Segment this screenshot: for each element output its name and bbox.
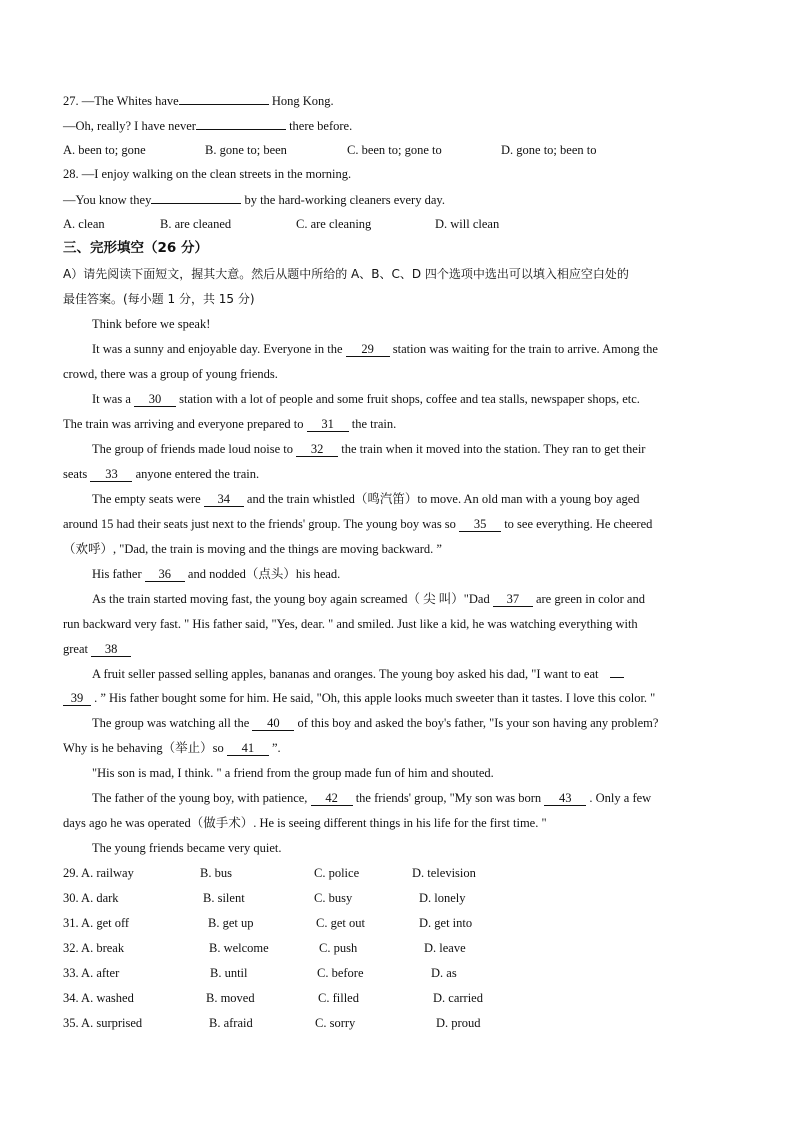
q27-option-c[interactable]: C. been to; gone to xyxy=(347,143,442,157)
answer-blank[interactable] xyxy=(610,665,624,678)
section-instructions: A）请先阅读下面短文，握其大意。然后从题中所给的 A、B、C、D 四个选项中选出可以填入相应空白处的 xyxy=(63,267,629,281)
blank-42[interactable]: 42 xyxy=(311,792,353,806)
choice-30-c[interactable]: C. busy xyxy=(314,891,353,905)
q27-text: 27. —The Whites have xyxy=(63,94,179,108)
choice-30-d[interactable]: D. lonely xyxy=(419,891,466,905)
choice-32-c[interactable]: C. push xyxy=(319,941,358,955)
passage-text: the train when it moved into the station. They ran to get their xyxy=(341,442,646,456)
choice-35-b[interactable]: B. afraid xyxy=(209,1016,253,1030)
q28-line1: 28. —I enjoy walking on the clean streets in the morning. xyxy=(63,167,352,181)
blank-39[interactable]: 39 xyxy=(63,692,91,706)
passage-line xyxy=(92,790,651,806)
choice-31-a[interactable]: 31. A. get off xyxy=(63,916,130,930)
answer-blank[interactable] xyxy=(179,92,269,105)
choice-34-a[interactable]: 34. A. washed xyxy=(63,991,134,1005)
blank-43[interactable]: 43 xyxy=(544,792,586,806)
choice-30-a[interactable]: 30. A. dark xyxy=(63,891,119,905)
passage-text: of this boy and asked the boy's father, "Is your son having any problem? xyxy=(297,716,659,730)
blank-38[interactable]: 38 xyxy=(91,643,131,657)
choice-35-d[interactable]: D. proud xyxy=(436,1016,481,1030)
q28-text: by the hard-working cleaners every day. xyxy=(244,193,445,207)
passage-line xyxy=(92,591,645,607)
passage-text: the friends' group, "My son was born xyxy=(355,791,542,805)
passage-text: A fruit seller passed selling apples, bananas and oranges. The young boy asked his dad, "I want to eat xyxy=(92,667,599,681)
q27-option-d[interactable]: D. gone to; been to xyxy=(501,143,597,157)
blank-36[interactable]: 36 xyxy=(145,568,185,582)
section-title: 三、完形填空（26 分） xyxy=(63,240,208,256)
passage-text: The empty seats were xyxy=(92,492,201,506)
blank-33[interactable]: 33 xyxy=(90,468,132,482)
passage-title: Think before we speak! xyxy=(92,317,211,331)
choice-35-c[interactable]: C. sorry xyxy=(315,1016,356,1030)
passage-line: （欢呼）, "Dad, the train is moving and the things are moving backward. ” xyxy=(63,542,442,556)
blank-29[interactable]: 29 xyxy=(346,343,390,357)
q27-option-b[interactable]: B. gone to; been xyxy=(205,143,287,157)
passage-text: around 15 had their seats just next to the friends' group. The young boy was so xyxy=(63,517,456,531)
blank-40[interactable]: 40 xyxy=(252,717,294,731)
blank-32[interactable]: 32 xyxy=(296,443,338,457)
answer-blank[interactable] xyxy=(196,117,286,130)
passage-line xyxy=(63,641,131,657)
choice-32-a[interactable]: 32. A. break xyxy=(63,941,125,955)
answer-blank[interactable] xyxy=(151,191,241,204)
choice-31-c[interactable]: C. get out xyxy=(316,916,365,930)
q27-text: Hong Kong. xyxy=(271,94,334,108)
passage-text: station was waiting for the train to arrive. Among the xyxy=(392,342,658,356)
passage-line xyxy=(63,416,396,432)
choice-33-c[interactable]: C. before xyxy=(317,966,364,980)
passage-text: the train. xyxy=(351,417,397,431)
passage-text: It was a sunny and enjoyable day. Everyone in the xyxy=(92,342,343,356)
choice-29-b[interactable]: B. bus xyxy=(200,866,232,880)
passage-text: The group of friends made loud noise to xyxy=(92,442,293,456)
passage-text: His father xyxy=(92,567,142,581)
passage-line xyxy=(63,516,652,532)
passage-text: ”. xyxy=(272,741,281,755)
passage-text: seats xyxy=(63,467,88,481)
q28-line2 xyxy=(63,191,445,208)
q28-option-a[interactable]: A. clean xyxy=(63,217,105,231)
choice-35-a[interactable]: 35. A. surprised xyxy=(63,1016,143,1030)
passage-line xyxy=(63,740,281,756)
q28-option-d[interactable]: D. will clean xyxy=(435,217,500,231)
passage-line xyxy=(92,491,640,507)
passage-line: The young friends became very quiet. xyxy=(92,841,282,855)
passage-line xyxy=(63,690,655,706)
blank-34[interactable]: 34 xyxy=(204,493,244,507)
q27-option-a[interactable]: A. been to; gone xyxy=(63,143,146,157)
choice-32-d[interactable]: D. leave xyxy=(424,941,466,955)
choice-29-d[interactable]: D. television xyxy=(412,866,476,880)
q28-option-b[interactable]: B. are cleaned xyxy=(160,217,232,231)
passage-text: The train was arriving and everyone prepared to xyxy=(63,417,304,431)
passage-text: It was a xyxy=(92,392,131,406)
passage-line: crowd, there was a group of young friends. xyxy=(63,367,278,381)
blank-37[interactable]: 37 xyxy=(493,593,533,607)
q28-option-c[interactable]: C. are cleaning xyxy=(296,217,372,231)
choice-33-a[interactable]: 33. A. after xyxy=(63,966,120,980)
passage-text: anyone entered the train. xyxy=(135,467,260,481)
passage-line xyxy=(92,715,658,731)
q28-text: —You know they xyxy=(63,193,152,207)
passage-text: The father of the young boy, with patience, xyxy=(92,791,308,805)
q27-text: there before. xyxy=(289,119,353,133)
choice-30-b[interactable]: B. silent xyxy=(203,891,245,905)
passage-text: to see everything. He cheered xyxy=(504,517,653,531)
choice-29-a[interactable]: 29. A. railway xyxy=(63,866,134,880)
passage-text: Why is he behaving（举止）so xyxy=(63,741,224,755)
choice-33-b[interactable]: B. until xyxy=(210,966,248,980)
passage-text: are green in color and xyxy=(535,592,645,606)
blank-31[interactable]: 31 xyxy=(307,418,349,432)
passage-line xyxy=(92,391,640,407)
passage-text: station with a lot of people and some fruit shops, coffee and tea stalls, newspaper shops, etc. xyxy=(179,392,640,406)
passage-text: and the train whistled（鸣汽笛）to move. An old man with a young boy aged xyxy=(246,492,640,506)
choice-34-b[interactable]: B. moved xyxy=(206,991,255,1005)
passage-line xyxy=(92,441,645,457)
blank-35[interactable]: 35 xyxy=(459,518,501,532)
q27-line1 xyxy=(63,92,334,109)
choice-31-b[interactable]: B. get up xyxy=(208,916,254,930)
choice-34-c[interactable]: C. filled xyxy=(318,991,359,1005)
passage-text: and nodded（点头）his head. xyxy=(187,567,341,581)
choice-33-d[interactable]: D. as xyxy=(431,966,457,980)
passage-text: The group was watching all the xyxy=(92,716,250,730)
passage-line: run backward very fast. " His father said, "Yes, dear. " and smiled. Just like a kid, he was watching everything with xyxy=(63,617,638,631)
blank-30[interactable]: 30 xyxy=(134,393,176,407)
section-instructions: 最佳答案。(每小题 1 分，共 15 分) xyxy=(63,292,255,306)
passage-text: great xyxy=(63,642,88,656)
passage-line xyxy=(92,566,340,582)
choice-32-b[interactable]: B. welcome xyxy=(209,941,269,955)
passage-line: days ago he was operated（做手术）. He is seeing different things in his life for the first time. " xyxy=(63,816,547,830)
passage-line xyxy=(92,665,624,682)
passage-text: . Only a few xyxy=(589,791,652,805)
q27-text: —Oh, really? I have never xyxy=(63,119,196,133)
passage-line xyxy=(92,341,658,357)
q27-line2 xyxy=(63,117,352,134)
choice-31-d[interactable]: D. get into xyxy=(419,916,473,930)
passage-text: . ” His father bought some for him. He said, "Oh, this apple looks much sweeter than it tastes. I love this color. " xyxy=(94,691,656,705)
passage-text: As the train started moving fast, the young boy again screamed（ 尖 叫）"Dad xyxy=(92,592,490,606)
choice-34-d[interactable]: D. carried xyxy=(433,991,483,1005)
blank-41[interactable]: 41 xyxy=(227,742,269,756)
choice-29-c[interactable]: C. police xyxy=(314,866,360,880)
passage-line: "His son is mad, I think. " a friend from the group made fun of him and shouted. xyxy=(92,766,494,780)
passage-line xyxy=(63,466,259,482)
